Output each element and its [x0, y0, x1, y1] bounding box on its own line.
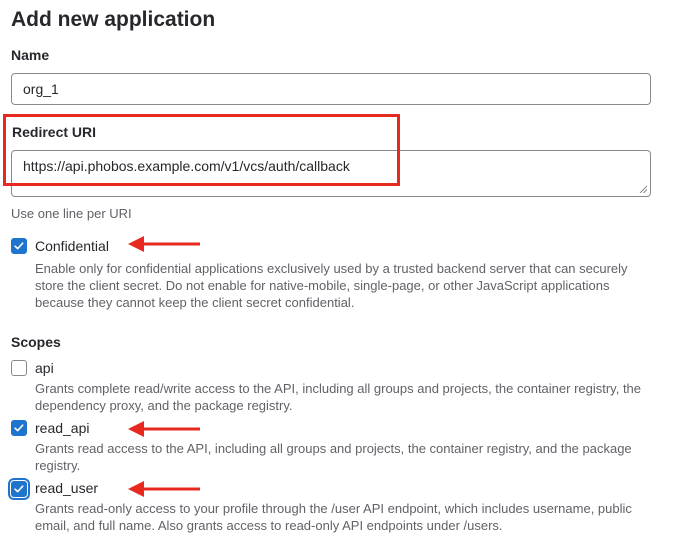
confidential-checkbox[interactable]: [11, 238, 27, 254]
checkmark-icon: [12, 421, 26, 435]
confidential-label: Confidential: [35, 238, 109, 254]
name-input[interactable]: [11, 73, 651, 105]
scope-api-label: api: [35, 360, 54, 376]
checkmark-icon: [12, 482, 26, 496]
scope-read-user-label: read_user: [35, 480, 99, 496]
redirect-uri-label: Redirect URI: [12, 124, 97, 140]
scope-read-user-description: Grants read-only access to your profile through the /user API endpoint, which includes username, public email, and full name. Also grants access to read-only API endpoints under /users.: [35, 501, 632, 533]
name-label: Name: [11, 47, 50, 63]
annotation-arrow-icon: [126, 478, 202, 500]
confidential-description: Enable only for confidential applications exclusively used by a trusted backend server that can securely store the client secret. Do not enable for native-mobile, single-page, or other JavaScript applications because they cannot keep the client secret confidential.: [35, 261, 628, 310]
scope-read-api-checkbox[interactable]: [11, 420, 27, 436]
resize-handle-icon[interactable]: [639, 185, 647, 193]
redirect-uri-value: https://api.phobos.example.com/v1/vcs/auth/callback: [23, 158, 350, 174]
scope-api-description: Grants complete read/write access to the API, including all groups and projects, the container registry, the dependency proxy, and the package registry.: [35, 381, 642, 413]
scope-api-checkbox[interactable]: [11, 360, 27, 376]
redirect-uri-help: Use one line per URI: [11, 206, 132, 221]
page-title: Add new application: [11, 8, 216, 31]
scopes-heading: Scopes: [11, 334, 61, 350]
annotation-highlight-box: [3, 114, 400, 186]
name-input-value: org_1: [23, 81, 59, 97]
checkmark-icon: [12, 239, 26, 253]
annotation-arrow-icon: [126, 418, 202, 440]
scope-read-api-description: Grants read access to the API, including all groups and projects, the container registry, and the package registry.: [35, 441, 632, 473]
annotation-arrow-icon: [126, 233, 202, 255]
scope-read-user-checkbox[interactable]: [11, 481, 27, 497]
scope-read-api-label: read_api: [35, 420, 90, 436]
